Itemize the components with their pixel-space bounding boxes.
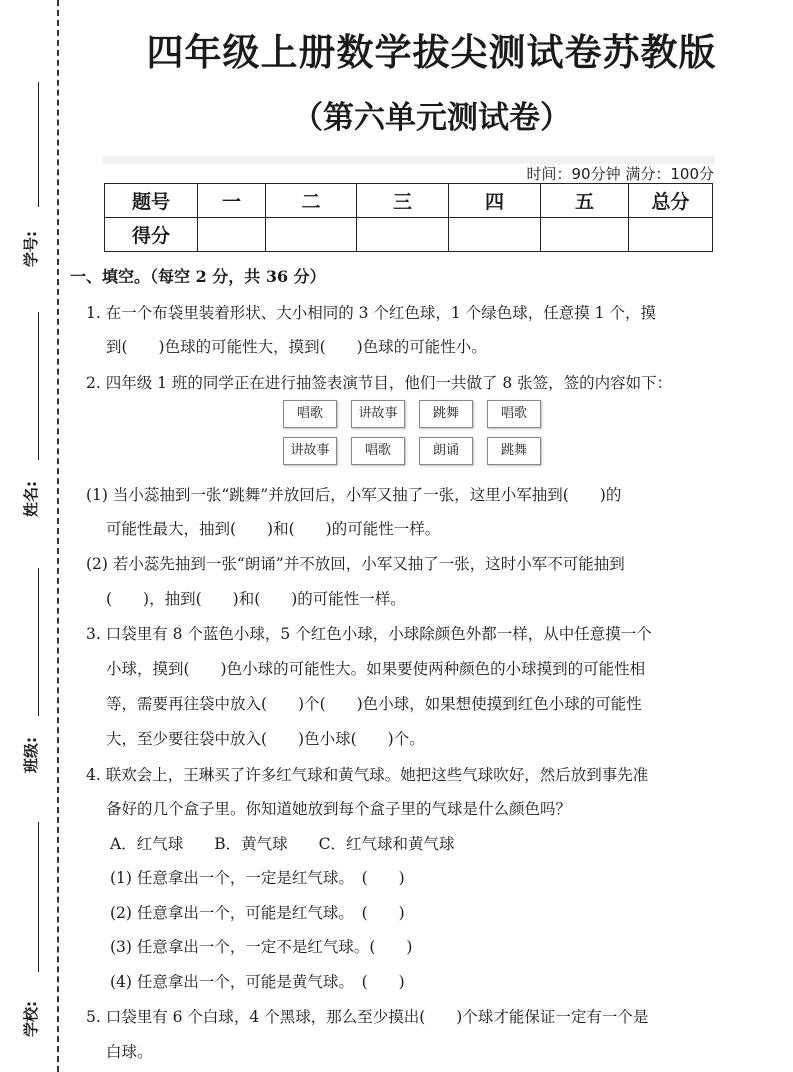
score-header-cell: 二: [266, 184, 357, 218]
cut-line: [57, 0, 59, 1072]
score-input-cell[interactable]: [541, 218, 629, 252]
score-header-cell: 总分: [629, 184, 713, 218]
score-header-cell: 题号: [105, 184, 198, 218]
q4-line1: 4. 联欢会上，王琳买了许多红气球和黄气球。她把这些气球吹好，然后放到事先准: [86, 766, 649, 784]
student-id-blank[interactable]: [38, 82, 39, 207]
score-table: [104, 183, 713, 252]
q4-sub3: (3) 任意拿出一个，一定不是红气球。( ): [110, 938, 413, 956]
binding-margin: [0, 0, 70, 1072]
q4-sub2: (2) 任意拿出一个，可能是红气球。 ( ): [110, 904, 405, 922]
q3-line2: 小球，摸到( )色小球的可能性大。如果要使两种颜色的小球摸到的可能性相: [106, 660, 646, 678]
q2-part2-line1: (2) 若小蕊先抽到一张“朗诵”并不放回，小军又抽了一张，这时小军不可能抽到: [86, 555, 625, 573]
score-header-cell: 四: [449, 184, 541, 218]
class-label: 班级:: [22, 737, 40, 773]
lottery-card: 唱歌: [283, 400, 337, 428]
q3-line3: 等，需要再往袋中放入( )个( )色小球，如果想使摸到红色小球的可能性: [106, 695, 642, 713]
lottery-card: 讲故事: [283, 437, 337, 465]
q2-part2-line2: ( )，抽到( )和( )的可能性一样。: [106, 590, 406, 608]
score-header-cell: 五: [541, 184, 629, 218]
school-label: 学校:: [22, 1001, 40, 1037]
q4-sub4: (4) 任意拿出一个，可能是黄气球。 ( ): [110, 973, 405, 991]
q2-part1-line2: 可能性最大，抽到( )和( )的可能性一样。: [106, 520, 441, 538]
time-info: 时间：90分钟 满分：100分: [526, 165, 714, 183]
lottery-card: 讲故事: [351, 400, 405, 428]
score-input-cell[interactable]: [266, 218, 357, 252]
lottery-card: 跳舞: [487, 437, 541, 465]
q2-part1-line1: (1) 当小蕊抽到一张“跳舞”并放回后，小军又抽了一张，这里小军抽到( )的: [86, 486, 622, 504]
school-field: [8, 822, 52, 1052]
score-table-score-row: [105, 218, 713, 252]
student-id-label: 学号:: [22, 231, 40, 267]
q4-options: A．红气球 B．黄气球 C．红气球和黄气球: [110, 835, 455, 853]
score-table-header-row: [105, 184, 713, 218]
school-blank[interactable]: [38, 822, 39, 972]
score-input-cell[interactable]: [629, 218, 713, 252]
q5-line2: 白球。: [106, 1043, 153, 1061]
score-input-cell[interactable]: [198, 218, 266, 252]
lottery-card: 唱歌: [487, 400, 541, 428]
class-field: [8, 568, 52, 778]
lottery-card: 跳舞: [419, 400, 473, 428]
q4-sub1: (1) 任意拿出一个，一定是红气球。 ( ): [110, 869, 405, 887]
score-row-label: 得分: [105, 218, 198, 252]
q1-line1: 1. 在一个布袋里装着形状、大小相同的 3 个红色球，1 个绿色球，任意摸 1 个，摸: [86, 304, 656, 322]
name-blank[interactable]: [38, 312, 39, 460]
q3-line4: 大，至少要往袋中放入( )色小球( )个。: [106, 730, 425, 748]
score-header-cell: 一: [198, 184, 266, 218]
name-field: [8, 312, 52, 522]
name-label: 姓名:: [22, 481, 40, 517]
q3-line1: 3. 口袋里有 8 个蓝色小球，5 个红色小球，小球除颜色外都一样，从中任意摸一个: [86, 625, 652, 643]
class-blank[interactable]: [38, 568, 39, 716]
q4-line2: 备好的几个盒子里。你知道她放到每个盒子里的气球是什么颜色吗？: [106, 800, 572, 818]
q5-line1: 5. 口袋里有 6 个白球，4 个黑球，那么至少摸出( )个球才能保证一定有一个是: [86, 1008, 649, 1026]
page-title: 四年级上册数学拔尖测试卷苏教版: [146, 31, 717, 74]
q2-line1: 2. 四年级 1 班的同学正在进行抽签表演节目，他们一共做了 8 张签，签的内容如下：: [86, 374, 673, 392]
section-heading: 一、填空。（每空 2 分，共 36 分）: [70, 267, 326, 286]
page-subtitle: （第六单元测试卷）: [292, 100, 571, 136]
score-header-cell: 三: [357, 184, 449, 218]
score-input-cell[interactable]: [357, 218, 449, 252]
student-id-field: [8, 82, 52, 272]
lottery-card: 唱歌: [351, 437, 405, 465]
q1-line2: 到( )色球的可能性大，摸到( )色球的可能性小。: [106, 338, 487, 356]
lottery-card: 朗诵: [419, 437, 473, 465]
score-input-cell[interactable]: [449, 218, 541, 252]
